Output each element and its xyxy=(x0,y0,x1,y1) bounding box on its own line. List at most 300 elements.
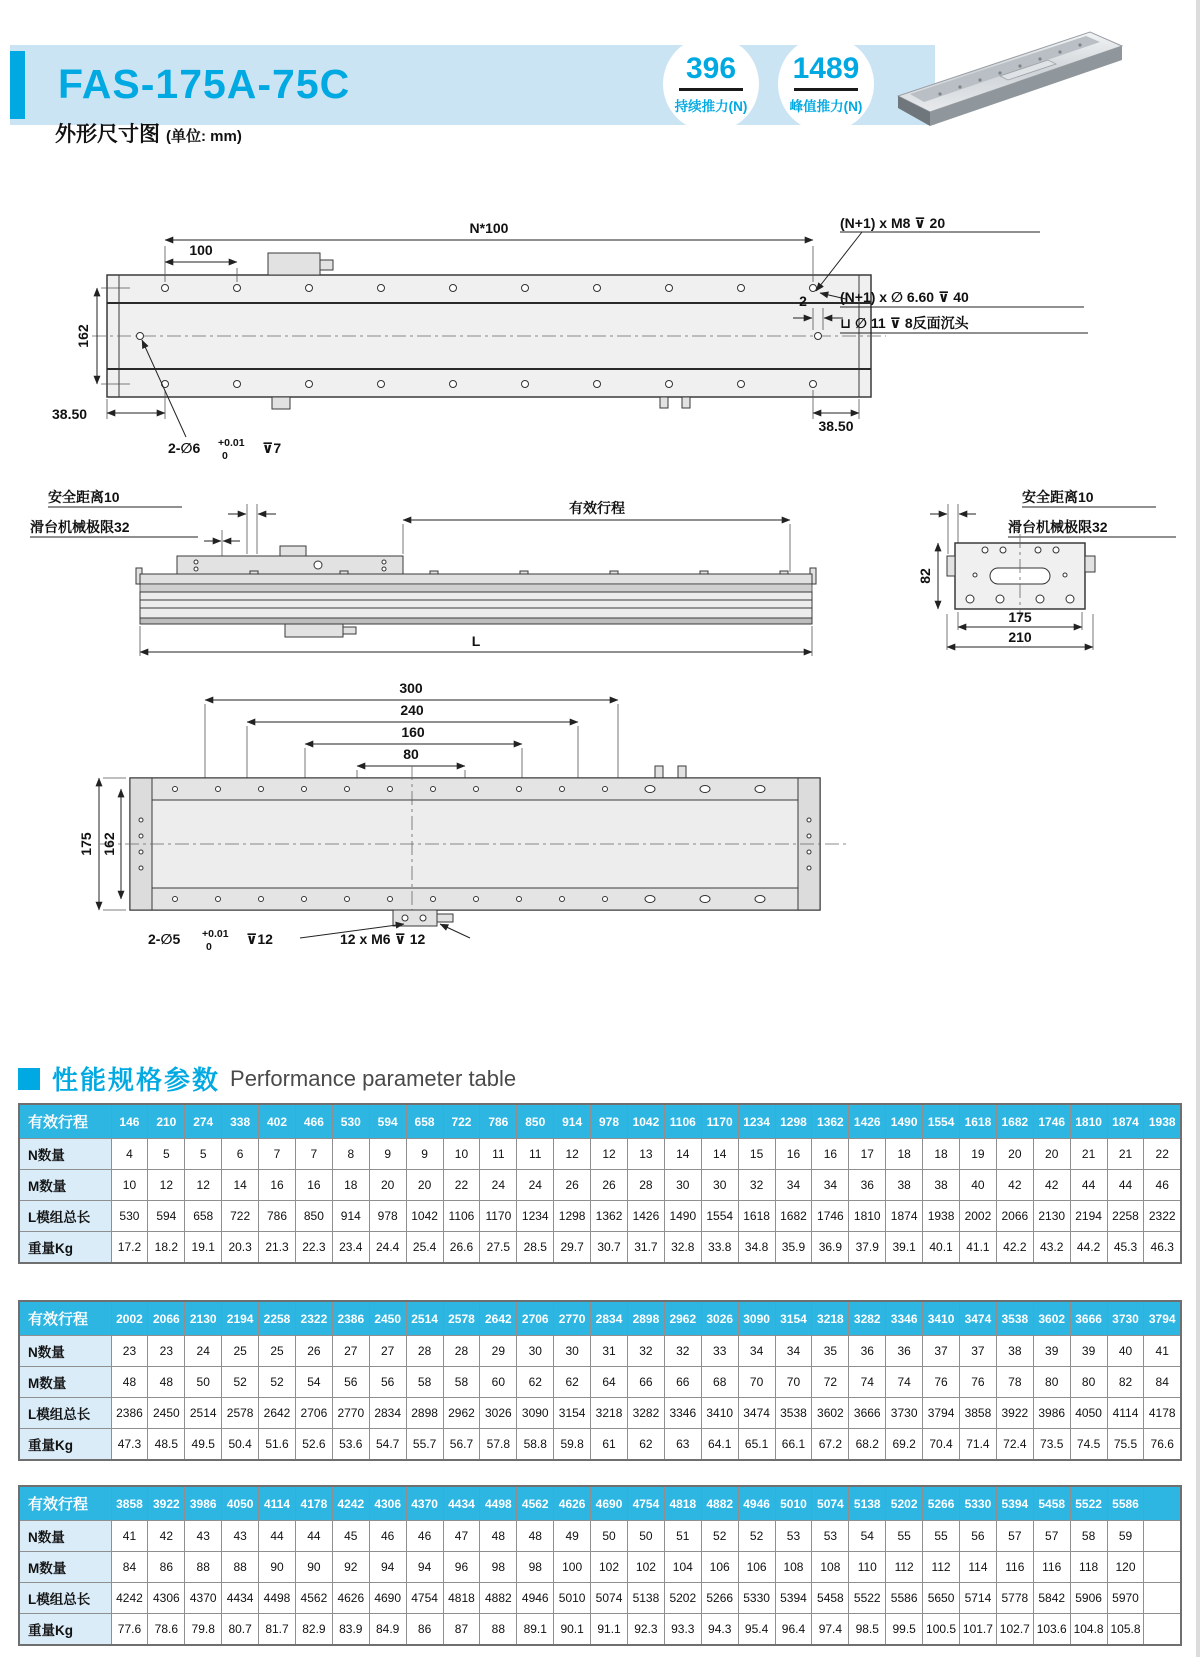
stroke-value: 3986 xyxy=(185,1486,222,1521)
param-value: 46.3 xyxy=(1144,1232,1181,1264)
stroke-value: 1170 xyxy=(701,1104,738,1139)
param-value: 48 xyxy=(111,1367,148,1398)
param-value: 32 xyxy=(738,1170,775,1201)
param-value: 40.1 xyxy=(923,1232,960,1264)
stroke-value: 1938 xyxy=(1144,1104,1181,1139)
param-value: 41 xyxy=(111,1521,148,1552)
param-value: 71.4 xyxy=(959,1429,996,1461)
param-value: 86 xyxy=(148,1552,185,1583)
stroke-value: 5138 xyxy=(849,1486,886,1521)
param-value: 4690 xyxy=(369,1583,406,1614)
param-value: 5650 xyxy=(923,1583,960,1614)
stroke-value: 274 xyxy=(185,1104,222,1139)
param-row xyxy=(19,1398,1181,1429)
param-value: 53 xyxy=(775,1521,812,1552)
param-value: 3090 xyxy=(517,1398,554,1429)
param-value: 2002 xyxy=(959,1201,996,1232)
param-value: 80.7 xyxy=(222,1614,259,1646)
param-value: 16 xyxy=(812,1139,849,1170)
callout-pin-tol-top: +0.01 xyxy=(218,437,245,449)
callout-pin-depth: ⊽7 xyxy=(262,440,282,456)
param-value: 37.9 xyxy=(849,1232,886,1264)
param-value: 94.3 xyxy=(701,1614,738,1646)
stroke-value: 4434 xyxy=(443,1486,480,1521)
stroke-value: 914 xyxy=(554,1104,591,1139)
param-value: 34 xyxy=(738,1336,775,1367)
param-value: 40 xyxy=(1107,1336,1144,1367)
param-value: 43 xyxy=(222,1521,259,1552)
param-value: 68.2 xyxy=(849,1429,886,1461)
param-value xyxy=(1144,1552,1181,1583)
performance-section-heading xyxy=(18,1060,516,1097)
param-value: 82 xyxy=(1107,1367,1144,1398)
param-value: 3730 xyxy=(886,1398,923,1429)
param-value: 104 xyxy=(664,1552,701,1583)
param-value: 87 xyxy=(443,1614,480,1646)
stroke-value: 2386 xyxy=(332,1301,369,1336)
param-value: 54 xyxy=(849,1521,886,1552)
param-value: 2194 xyxy=(1070,1201,1107,1232)
stroke-value: 4306 xyxy=(369,1486,406,1521)
param-value xyxy=(1144,1521,1181,1552)
param-value: 5074 xyxy=(591,1583,628,1614)
param-value: 69.2 xyxy=(886,1429,923,1461)
param-value: 37 xyxy=(959,1336,996,1367)
row-label: 有效行程 xyxy=(19,1104,111,1139)
stroke-value: 2258 xyxy=(259,1301,296,1336)
stroke-value: 4370 xyxy=(406,1486,443,1521)
dim-pitch-label: N*100 xyxy=(469,220,509,236)
dim-160-label: 160 xyxy=(401,724,425,740)
section-title-en: Performance parameter table xyxy=(230,1065,517,1091)
param-value: 112 xyxy=(923,1552,960,1583)
stroke-value: 3410 xyxy=(923,1301,960,1336)
param-value: 3858 xyxy=(959,1398,996,1429)
param-value: 5 xyxy=(148,1139,185,1170)
param-value: 9 xyxy=(369,1139,406,1170)
param-value: 91.1 xyxy=(591,1614,628,1646)
stroke-value: 2066 xyxy=(148,1301,185,1336)
param-value: 1298 xyxy=(554,1201,591,1232)
param-value: 104.8 xyxy=(1070,1614,1107,1646)
param-value: 30 xyxy=(701,1170,738,1201)
param-value: 94 xyxy=(406,1552,443,1583)
param-value: 13 xyxy=(627,1139,664,1170)
param-value: 92.3 xyxy=(627,1614,664,1646)
callout-pin2-tol-bottom: 0 xyxy=(206,941,212,953)
param-value: 12 xyxy=(591,1139,628,1170)
param-value: 20 xyxy=(996,1139,1033,1170)
param-value: 16 xyxy=(775,1139,812,1170)
dim-margin-right-label: 38.50 xyxy=(818,418,854,434)
param-row xyxy=(19,1521,1181,1552)
param-value: 5522 xyxy=(849,1583,886,1614)
param-value: 65.1 xyxy=(738,1429,775,1461)
param-value: 55.7 xyxy=(406,1429,443,1461)
stroke-value: 3794 xyxy=(1144,1301,1181,1336)
param-value: 32.8 xyxy=(664,1232,701,1264)
param-value: 35 xyxy=(812,1336,849,1367)
param-value: 51.6 xyxy=(259,1429,296,1461)
performance-table-3 xyxy=(18,1485,1182,1646)
param-value: 14 xyxy=(664,1139,701,1170)
param-value: 84 xyxy=(1144,1367,1181,1398)
stroke-value: 5266 xyxy=(923,1486,960,1521)
param-value: 37 xyxy=(923,1336,960,1367)
stroke-value: 3474 xyxy=(959,1301,996,1336)
param-value: 66.1 xyxy=(775,1429,812,1461)
param-value: 3346 xyxy=(664,1398,701,1429)
param-value: 5842 xyxy=(1033,1583,1070,1614)
param-value: 26 xyxy=(554,1170,591,1201)
stroke-value: 2834 xyxy=(591,1301,628,1336)
param-value: 1938 xyxy=(923,1201,960,1232)
param-value: 4562 xyxy=(295,1583,332,1614)
stroke-value: 1618 xyxy=(959,1104,996,1139)
param-value: 2130 xyxy=(1033,1201,1070,1232)
row-label: L模组总长 xyxy=(19,1398,111,1429)
stroke-value: 4178 xyxy=(295,1486,332,1521)
param-value: 97.4 xyxy=(812,1614,849,1646)
param-value: 90 xyxy=(259,1552,296,1583)
stroke-value: 4754 xyxy=(627,1486,664,1521)
row-label: N数量 xyxy=(19,1521,111,1552)
param-value: 3282 xyxy=(627,1398,664,1429)
param-value: 53 xyxy=(812,1521,849,1552)
param-value: 18.2 xyxy=(148,1232,185,1264)
param-value: 114 xyxy=(959,1552,996,1583)
param-row xyxy=(19,1336,1181,1367)
param-value: 19.1 xyxy=(185,1232,222,1264)
stroke-value: 2706 xyxy=(517,1301,554,1336)
stroke-value: 2450 xyxy=(369,1301,406,1336)
param-value: 47.3 xyxy=(111,1429,148,1461)
stroke-value: 4690 xyxy=(591,1486,628,1521)
param-value: 3538 xyxy=(775,1398,812,1429)
param-value: 77.6 xyxy=(111,1614,148,1646)
stroke-value: 5458 xyxy=(1033,1486,1070,1521)
callout-pin2-tol-top: +0.01 xyxy=(202,928,229,940)
param-value: 41.1 xyxy=(959,1232,996,1264)
param-value: 3794 xyxy=(923,1398,960,1429)
param-value: 58.8 xyxy=(517,1429,554,1461)
param-value: 38 xyxy=(923,1170,960,1201)
stroke-value: 2194 xyxy=(222,1301,259,1336)
peak-thrust-label: 峰值推力(N) xyxy=(789,98,863,114)
param-value: 54.7 xyxy=(369,1429,406,1461)
dim-end-height-label: 82 xyxy=(917,568,933,584)
param-value: 25 xyxy=(222,1336,259,1367)
callout-thread-label: (N+1) x M8 ⊽ 20 xyxy=(840,215,946,231)
param-value: 8 xyxy=(332,1139,369,1170)
param-value: 44.2 xyxy=(1070,1232,1107,1264)
param-value: 39.1 xyxy=(886,1232,923,1264)
param-value: 120 xyxy=(1107,1552,1144,1583)
param-value: 116 xyxy=(996,1552,1033,1583)
param-value: 28.5 xyxy=(517,1232,554,1264)
subtitle-main: 外形尺寸图 xyxy=(55,123,160,146)
stroke-value: 2898 xyxy=(627,1301,664,1336)
param-value: 72 xyxy=(812,1367,849,1398)
param-value: 38 xyxy=(996,1336,1033,1367)
param-value: 29.7 xyxy=(554,1232,591,1264)
param-value: 52.6 xyxy=(295,1429,332,1461)
param-value: 60 xyxy=(480,1367,517,1398)
side-view-body xyxy=(136,546,816,637)
stroke-value: 722 xyxy=(443,1104,480,1139)
param-value: 83.9 xyxy=(332,1614,369,1646)
stroke-value: 1874 xyxy=(1107,1104,1144,1139)
param-value: 1618 xyxy=(738,1201,775,1232)
param-value: 76 xyxy=(923,1367,960,1398)
dim-width-label: 175 xyxy=(78,832,94,856)
param-value: 2962 xyxy=(443,1398,480,1429)
param-value: 17.2 xyxy=(111,1232,148,1264)
param-value: 82.9 xyxy=(295,1614,332,1646)
stroke-value: 2770 xyxy=(554,1301,591,1336)
stroke-value: 5010 xyxy=(775,1486,812,1521)
param-row xyxy=(19,1201,1181,1232)
param-value: 27 xyxy=(369,1336,406,1367)
row-label: L模组总长 xyxy=(19,1201,111,1232)
param-value: 78.6 xyxy=(148,1614,185,1646)
stroke-value: 2514 xyxy=(406,1301,443,1336)
stroke-value: 5330 xyxy=(959,1486,996,1521)
param-value: 80 xyxy=(1033,1367,1070,1398)
stroke-header-row xyxy=(19,1104,1181,1139)
param-value: 43.2 xyxy=(1033,1232,1070,1264)
param-value: 108 xyxy=(775,1552,812,1583)
param-value: 5330 xyxy=(738,1583,775,1614)
param-value: 48 xyxy=(480,1521,517,1552)
param-value: 850 xyxy=(295,1201,332,1232)
param-value: 55 xyxy=(886,1521,923,1552)
param-value: 5778 xyxy=(996,1583,1033,1614)
stroke-value: 5202 xyxy=(886,1486,923,1521)
param-value: 15 xyxy=(738,1139,775,1170)
param-value: 12 xyxy=(554,1139,591,1170)
param-value: 5714 xyxy=(959,1583,996,1614)
stroke-value: 5074 xyxy=(812,1486,849,1521)
param-row xyxy=(19,1170,1181,1201)
stroke-value: 338 xyxy=(222,1104,259,1139)
param-value: 26 xyxy=(591,1170,628,1201)
dim-end-width-inner-label: 175 xyxy=(1008,609,1032,625)
stroke-value: 786 xyxy=(480,1104,517,1139)
row-label: M数量 xyxy=(19,1552,111,1583)
param-value: 64.1 xyxy=(701,1429,738,1461)
param-value: 52 xyxy=(222,1367,259,1398)
param-value: 2770 xyxy=(332,1398,369,1429)
param-value: 56 xyxy=(369,1367,406,1398)
stroke-value: 978 xyxy=(591,1104,628,1139)
param-value: 35.9 xyxy=(775,1232,812,1264)
stroke-value: 1234 xyxy=(738,1104,775,1139)
param-row xyxy=(19,1367,1181,1398)
stroke-value: 3346 xyxy=(886,1301,923,1336)
param-value: 30 xyxy=(554,1336,591,1367)
stroke-value: 402 xyxy=(259,1104,296,1139)
param-value: 16 xyxy=(295,1170,332,1201)
param-value: 21 xyxy=(1107,1139,1144,1170)
param-row xyxy=(19,1583,1181,1614)
param-value: 46 xyxy=(406,1521,443,1552)
param-value: 88 xyxy=(185,1552,222,1583)
stroke-value: 1682 xyxy=(996,1104,1033,1139)
performance-table-1 xyxy=(18,1103,1182,1264)
badge-divider xyxy=(794,88,858,91)
param-value: 19 xyxy=(959,1139,996,1170)
stroke-value: 4626 xyxy=(554,1486,591,1521)
callout-pin-prefix: 2-∅6 xyxy=(168,440,201,456)
param-value: 1106 xyxy=(443,1201,480,1232)
param-value: 20 xyxy=(369,1170,406,1201)
param-value: 61 xyxy=(591,1429,628,1461)
param-value: 5458 xyxy=(812,1583,849,1614)
param-value: 102 xyxy=(591,1552,628,1583)
param-value: 2066 xyxy=(996,1201,1033,1232)
param-value: 978 xyxy=(369,1201,406,1232)
performance-table-2 xyxy=(18,1300,1182,1461)
param-value: 1042 xyxy=(406,1201,443,1232)
bottom-view-dimensions-top xyxy=(205,680,618,782)
param-value: 5970 xyxy=(1107,1583,1144,1614)
param-value: 3410 xyxy=(701,1398,738,1429)
param-value: 62 xyxy=(517,1367,554,1398)
param-value: 39 xyxy=(1070,1336,1107,1367)
stroke-value: 1810 xyxy=(1070,1104,1107,1139)
stroke-value: 3026 xyxy=(701,1301,738,1336)
param-value: 95.4 xyxy=(738,1614,775,1646)
param-value: 49.5 xyxy=(185,1429,222,1461)
param-value: 5906 xyxy=(1070,1583,1107,1614)
stroke-value: 210 xyxy=(148,1104,185,1139)
param-value: 42.2 xyxy=(996,1232,1033,1264)
param-value: 23.4 xyxy=(332,1232,369,1264)
param-value: 78 xyxy=(996,1367,1033,1398)
param-row xyxy=(19,1232,1181,1264)
row-label: 重量Kg xyxy=(19,1232,111,1264)
param-value: 70.4 xyxy=(923,1429,960,1461)
param-value: 45.3 xyxy=(1107,1232,1144,1264)
param-value: 58 xyxy=(443,1367,480,1398)
param-value: 94 xyxy=(369,1552,406,1583)
param-value: 26.6 xyxy=(443,1232,480,1264)
param-value: 103.6 xyxy=(1033,1614,1070,1646)
param-value: 14 xyxy=(701,1139,738,1170)
param-value: 76.6 xyxy=(1144,1429,1181,1461)
stroke-value: 3858 xyxy=(111,1486,148,1521)
param-value: 1426 xyxy=(627,1201,664,1232)
stroke-value: 1490 xyxy=(886,1104,923,1139)
badge-divider xyxy=(679,88,743,91)
param-value: 22.3 xyxy=(295,1232,332,1264)
stroke-header-row xyxy=(19,1301,1181,1336)
param-value: 26 xyxy=(295,1336,332,1367)
param-value: 30.7 xyxy=(591,1232,628,1264)
performance-tables xyxy=(18,1103,1182,1646)
stroke-value: 1362 xyxy=(812,1104,849,1139)
stroke-value: 1426 xyxy=(849,1104,886,1139)
param-value: 594 xyxy=(148,1201,185,1232)
label-safety-left: 安全距离10 xyxy=(48,489,120,505)
param-value: 2578 xyxy=(222,1398,259,1429)
param-value: 88 xyxy=(480,1614,517,1646)
param-value: 27.5 xyxy=(480,1232,517,1264)
stroke-value: 5586 xyxy=(1107,1486,1144,1521)
callout-cbore-1-label: (N+1) x ∅ 6.60 ⊽ 40 xyxy=(840,289,969,305)
param-value: 4114 xyxy=(1107,1398,1144,1429)
stroke-value: 658 xyxy=(406,1104,443,1139)
param-value: 110 xyxy=(849,1552,886,1583)
param-value: 46 xyxy=(369,1521,406,1552)
param-value: 30 xyxy=(517,1336,554,1367)
param-value: 48 xyxy=(148,1367,185,1398)
param-value: 100 xyxy=(554,1552,591,1583)
param-value: 51 xyxy=(664,1521,701,1552)
param-value: 70 xyxy=(738,1367,775,1398)
stroke-value: 4114 xyxy=(259,1486,296,1521)
param-value: 80 xyxy=(1070,1367,1107,1398)
param-value: 106 xyxy=(738,1552,775,1583)
param-value: 50 xyxy=(591,1521,628,1552)
param-value: 89.1 xyxy=(517,1614,554,1646)
param-value: 1554 xyxy=(701,1201,738,1232)
row-label: 重量Kg xyxy=(19,1429,111,1461)
param-value: 74 xyxy=(849,1367,886,1398)
param-value: 21 xyxy=(1070,1139,1107,1170)
param-value: 39 xyxy=(1033,1336,1070,1367)
dim-80-label: 80 xyxy=(403,746,419,762)
dim-first-hole-label: 100 xyxy=(189,242,213,258)
param-value: 34 xyxy=(812,1170,849,1201)
param-value: 68 xyxy=(701,1367,738,1398)
param-value: 5586 xyxy=(886,1583,923,1614)
param-value: 66 xyxy=(664,1367,701,1398)
label-stroke: 有效行程 xyxy=(569,500,625,516)
top-view-body xyxy=(92,253,886,409)
stroke-value: 3218 xyxy=(812,1301,849,1336)
param-value: 22 xyxy=(1144,1139,1181,1170)
param-value: 28 xyxy=(406,1336,443,1367)
param-value: 28 xyxy=(627,1170,664,1201)
stroke-value: 3922 xyxy=(148,1486,185,1521)
stroke-value: 146 xyxy=(111,1104,148,1139)
param-value: 62 xyxy=(627,1429,664,1461)
param-value: 5266 xyxy=(701,1583,738,1614)
stroke-value: 1042 xyxy=(627,1104,664,1139)
drawing-subtitle xyxy=(55,118,242,148)
param-value: 2514 xyxy=(185,1398,222,1429)
callout-pin2-prefix: 2-∅5 xyxy=(148,931,181,947)
param-value: 2898 xyxy=(406,1398,443,1429)
param-value: 17 xyxy=(849,1139,886,1170)
param-value: 33.8 xyxy=(701,1232,738,1264)
param-value: 84.9 xyxy=(369,1614,406,1646)
product-photo xyxy=(880,14,1150,134)
stroke-value: 4946 xyxy=(738,1486,775,1521)
dim-offset-label: 2 xyxy=(799,293,807,309)
param-value: 10 xyxy=(111,1170,148,1201)
stroke-value: 2578 xyxy=(443,1301,480,1336)
param-value: 11 xyxy=(517,1139,554,1170)
stroke-value: 2322 xyxy=(295,1301,332,1336)
param-value: 4818 xyxy=(443,1583,480,1614)
stroke-value: 2642 xyxy=(480,1301,517,1336)
param-value: 22 xyxy=(443,1170,480,1201)
param-value: 44 xyxy=(1070,1170,1107,1201)
param-value: 18 xyxy=(332,1170,369,1201)
